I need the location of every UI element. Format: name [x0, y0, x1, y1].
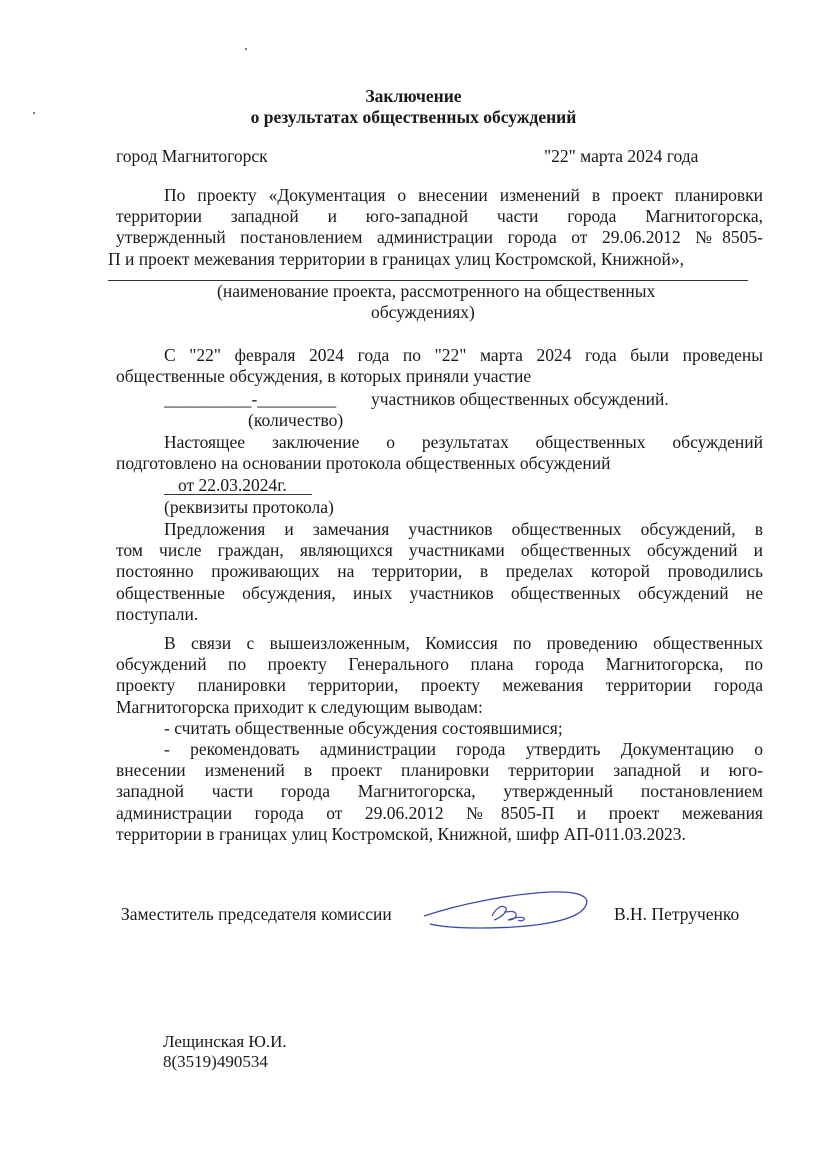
executor-phone: 8(3519)490534 [163, 1052, 268, 1071]
document-title: Заключение [365, 86, 462, 106]
conclusion-item: - считать общественные обсуждения состоявшимися; [164, 717, 563, 738]
text-line: Настоящее заключение о результатах общественных обсуждений [164, 432, 763, 452]
document-date: "22" марта 2024 года [544, 146, 699, 166]
conclusion-item: - рекомендовать администрации города утвердить Документацию о [164, 739, 763, 760]
participant-count-field: __________-_________ [164, 389, 337, 409]
text-line: Предложения и замечания участников общественных обсуждений, в [164, 519, 763, 539]
text-line: территории в границах улиц Костромской, Книжной, шифр АП-011.03.2023. [116, 823, 686, 844]
text-line: П и проект межевания территории в границах улиц Костромской, Книжной», [108, 248, 684, 269]
conclusion-paragraph [116, 633, 763, 845]
scan-speck [245, 48, 247, 50]
text-line: поступали. [116, 603, 199, 624]
protocol-caption: (реквизиты протокола) [164, 497, 334, 517]
document-subtitle: о результатах общественных обсуждений [250, 107, 577, 127]
text-line: постоянно проживающих на территории, в пределах которой проводились [116, 561, 763, 582]
text-line: внесении изменений в проект планировки территории западной и юго- [116, 760, 763, 781]
text-line: проекту планировки территории, проекту межевания территории города [116, 675, 763, 696]
basis-paragraph [116, 432, 763, 474]
project-paragraph [108, 185, 763, 270]
text-line: территории западной и юго-западной части города Магнитогорска, [116, 206, 763, 227]
text-line: общественные обсуждения, в которых приняли участие [116, 366, 532, 387]
underline [164, 494, 312, 495]
participant-count-text: участников общественных обсуждений. [371, 389, 669, 409]
project-caption: (наименование проекта, рассмотренного на общественных [217, 281, 656, 301]
signer-position: Заместитель председателя комиссии [121, 904, 392, 924]
participation-paragraph [116, 345, 763, 387]
city: город Магнитогорск [116, 146, 268, 166]
executor-name: Лещинская Ю.И. [163, 1032, 287, 1051]
text-line: По проекту «Документация о внесении изменений в проект планировки [164, 185, 763, 205]
text-line: С "22" февраля 2024 года по "22" марта 2024 года были проведены [164, 345, 763, 365]
text-line: Магнитогорска приходит к следующим выводам: [116, 696, 483, 717]
text-line: утвержденный постановлением администрации города от 29.06.2012 №8505- [116, 227, 763, 248]
text-line: обсуждений по проекту Генерального плана города Магнитогорска, по [116, 654, 763, 675]
text-line: общественные обсуждения, иных участников общественных обсуждений не [116, 582, 763, 603]
count-caption: (количество) [248, 410, 344, 430]
text-line: западной части города Магнитогорска, утвержденный постановлением [116, 781, 763, 802]
text-line: В связи с вышеизложенным, Комиссия по проведению общественных [164, 633, 763, 653]
project-caption: обсуждениях) [371, 302, 475, 322]
signer-name: В.Н. Петрученко [614, 904, 740, 924]
text-line: администрации города от 29.06.2012 №8505-П и проект межевания [116, 802, 763, 823]
text-line: подготовлено на основании протокола общественных обсуждений [116, 453, 611, 474]
proposals-paragraph [116, 519, 763, 625]
handwritten-signature [420, 882, 595, 942]
protocol-reference: от 22.03.2024г. [178, 475, 287, 495]
text-line: том числе граждан, являющихся участниками общественных обсуждений и [116, 540, 763, 561]
